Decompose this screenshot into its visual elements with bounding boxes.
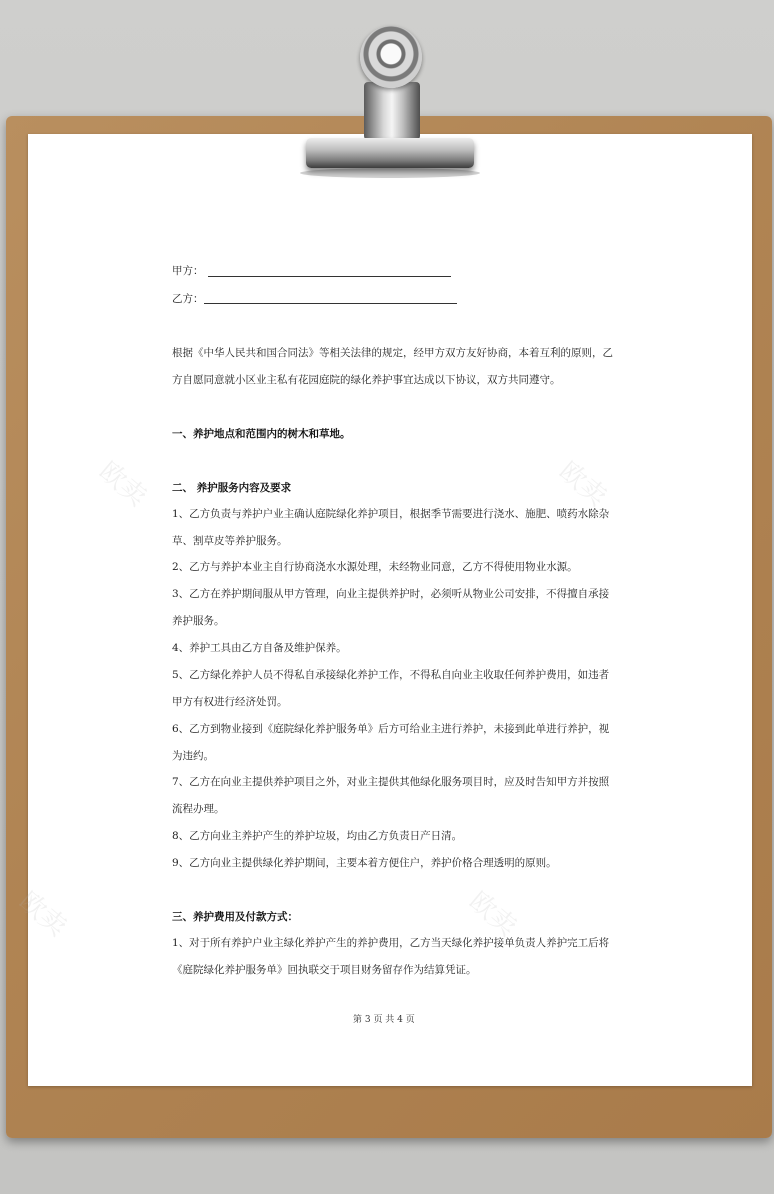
clause-line: 2、乙方与养护本业主自行协商浇水水源处理，未经物业同意，乙方不得使用物业水源。 [172,561,578,573]
clause-line: 草、割草皮等养护服务。 [172,535,288,547]
clause-line: 1、乙方负责与养护户业主确认庭院绿化养护项目，根据季节需要进行浇水、施肥、喷药水除杂 [172,508,610,520]
party-b-signature-line[interactable] [204,303,457,304]
clause-line: 1、对于所有养护户业主绿化养护产生的养护费用，乙方当天绿化养护接单负责人养护完工后将 [172,937,610,949]
watermark: 欧卖 [552,456,612,513]
party-a-label: 甲方： [172,265,204,277]
clause-line: 《庭院绿化养护服务单》回执联交于项目财务留存作为结算凭证。 [172,964,477,976]
clause-line: 7、乙方在向业主提供养护项目之外，对业主提供其他绿化服务项目时，应及时告知甲方并按照 [172,776,610,788]
clause-line: 6、乙方到物业接到《庭院绿化养护服务单》后方可给业主进行养护，未接到此单进行养护，视 [172,723,610,735]
clause-line: 5、乙方绿化养护人员不得私自承接绿化养护工作，不得私自向业主收取任何养护费用，如违者 [172,669,610,681]
watermark: 欧卖 [462,886,522,943]
clause-line: 养护服务。 [172,615,225,627]
clause-line: 3、乙方在养护期间服从甲方管理，向业主提供养护时，必须听从物业公司安排，不得擅自承接 [172,588,610,600]
clip-shadow [300,168,480,178]
page-number: 第 3 页 共 4 页 [353,1015,415,1025]
watermark: 欧卖 [12,886,72,943]
section-1-heading: 一、养护地点和范围内的树木和草地。 [172,428,351,440]
section-3-heading: 三、养护费用及付款方式： [172,911,298,923]
clause-line: 流程办理。 [172,803,225,815]
clip-body [364,82,420,140]
party-b-label: 乙方： [172,293,204,305]
clause-line: 9、乙方向业主提供绿化养护期间，主要本着方便住户，养护价格合理透明的原则。 [172,857,557,869]
intro-line: 根据《中华人民共和国合同法》等相关法律的规定，经甲方双方友好协商，本着互利的原则，乙 [172,347,613,359]
watermark: 欧卖 [92,456,152,513]
section-2-heading: 二、 养护服务内容及要求 [172,482,292,494]
clip-ring-icon [360,26,422,88]
clause-line: 为违约。 [172,750,214,762]
clause-line: 8、乙方向业主养护产生的养护垃圾，均由乙方负责日产日清。 [172,830,463,842]
clip-jaw [306,138,474,168]
intro-line: 方自愿同意就小区业主私有花园庭院的绿化养护事宜达成以下协议，双方共同遵守。 [172,374,561,386]
party-a-signature-line[interactable] [208,276,451,277]
clause-line: 4、养护工具由乙方自备及维护保养。 [172,642,347,654]
clause-line: 甲方有权进行经济处罚。 [172,696,288,708]
